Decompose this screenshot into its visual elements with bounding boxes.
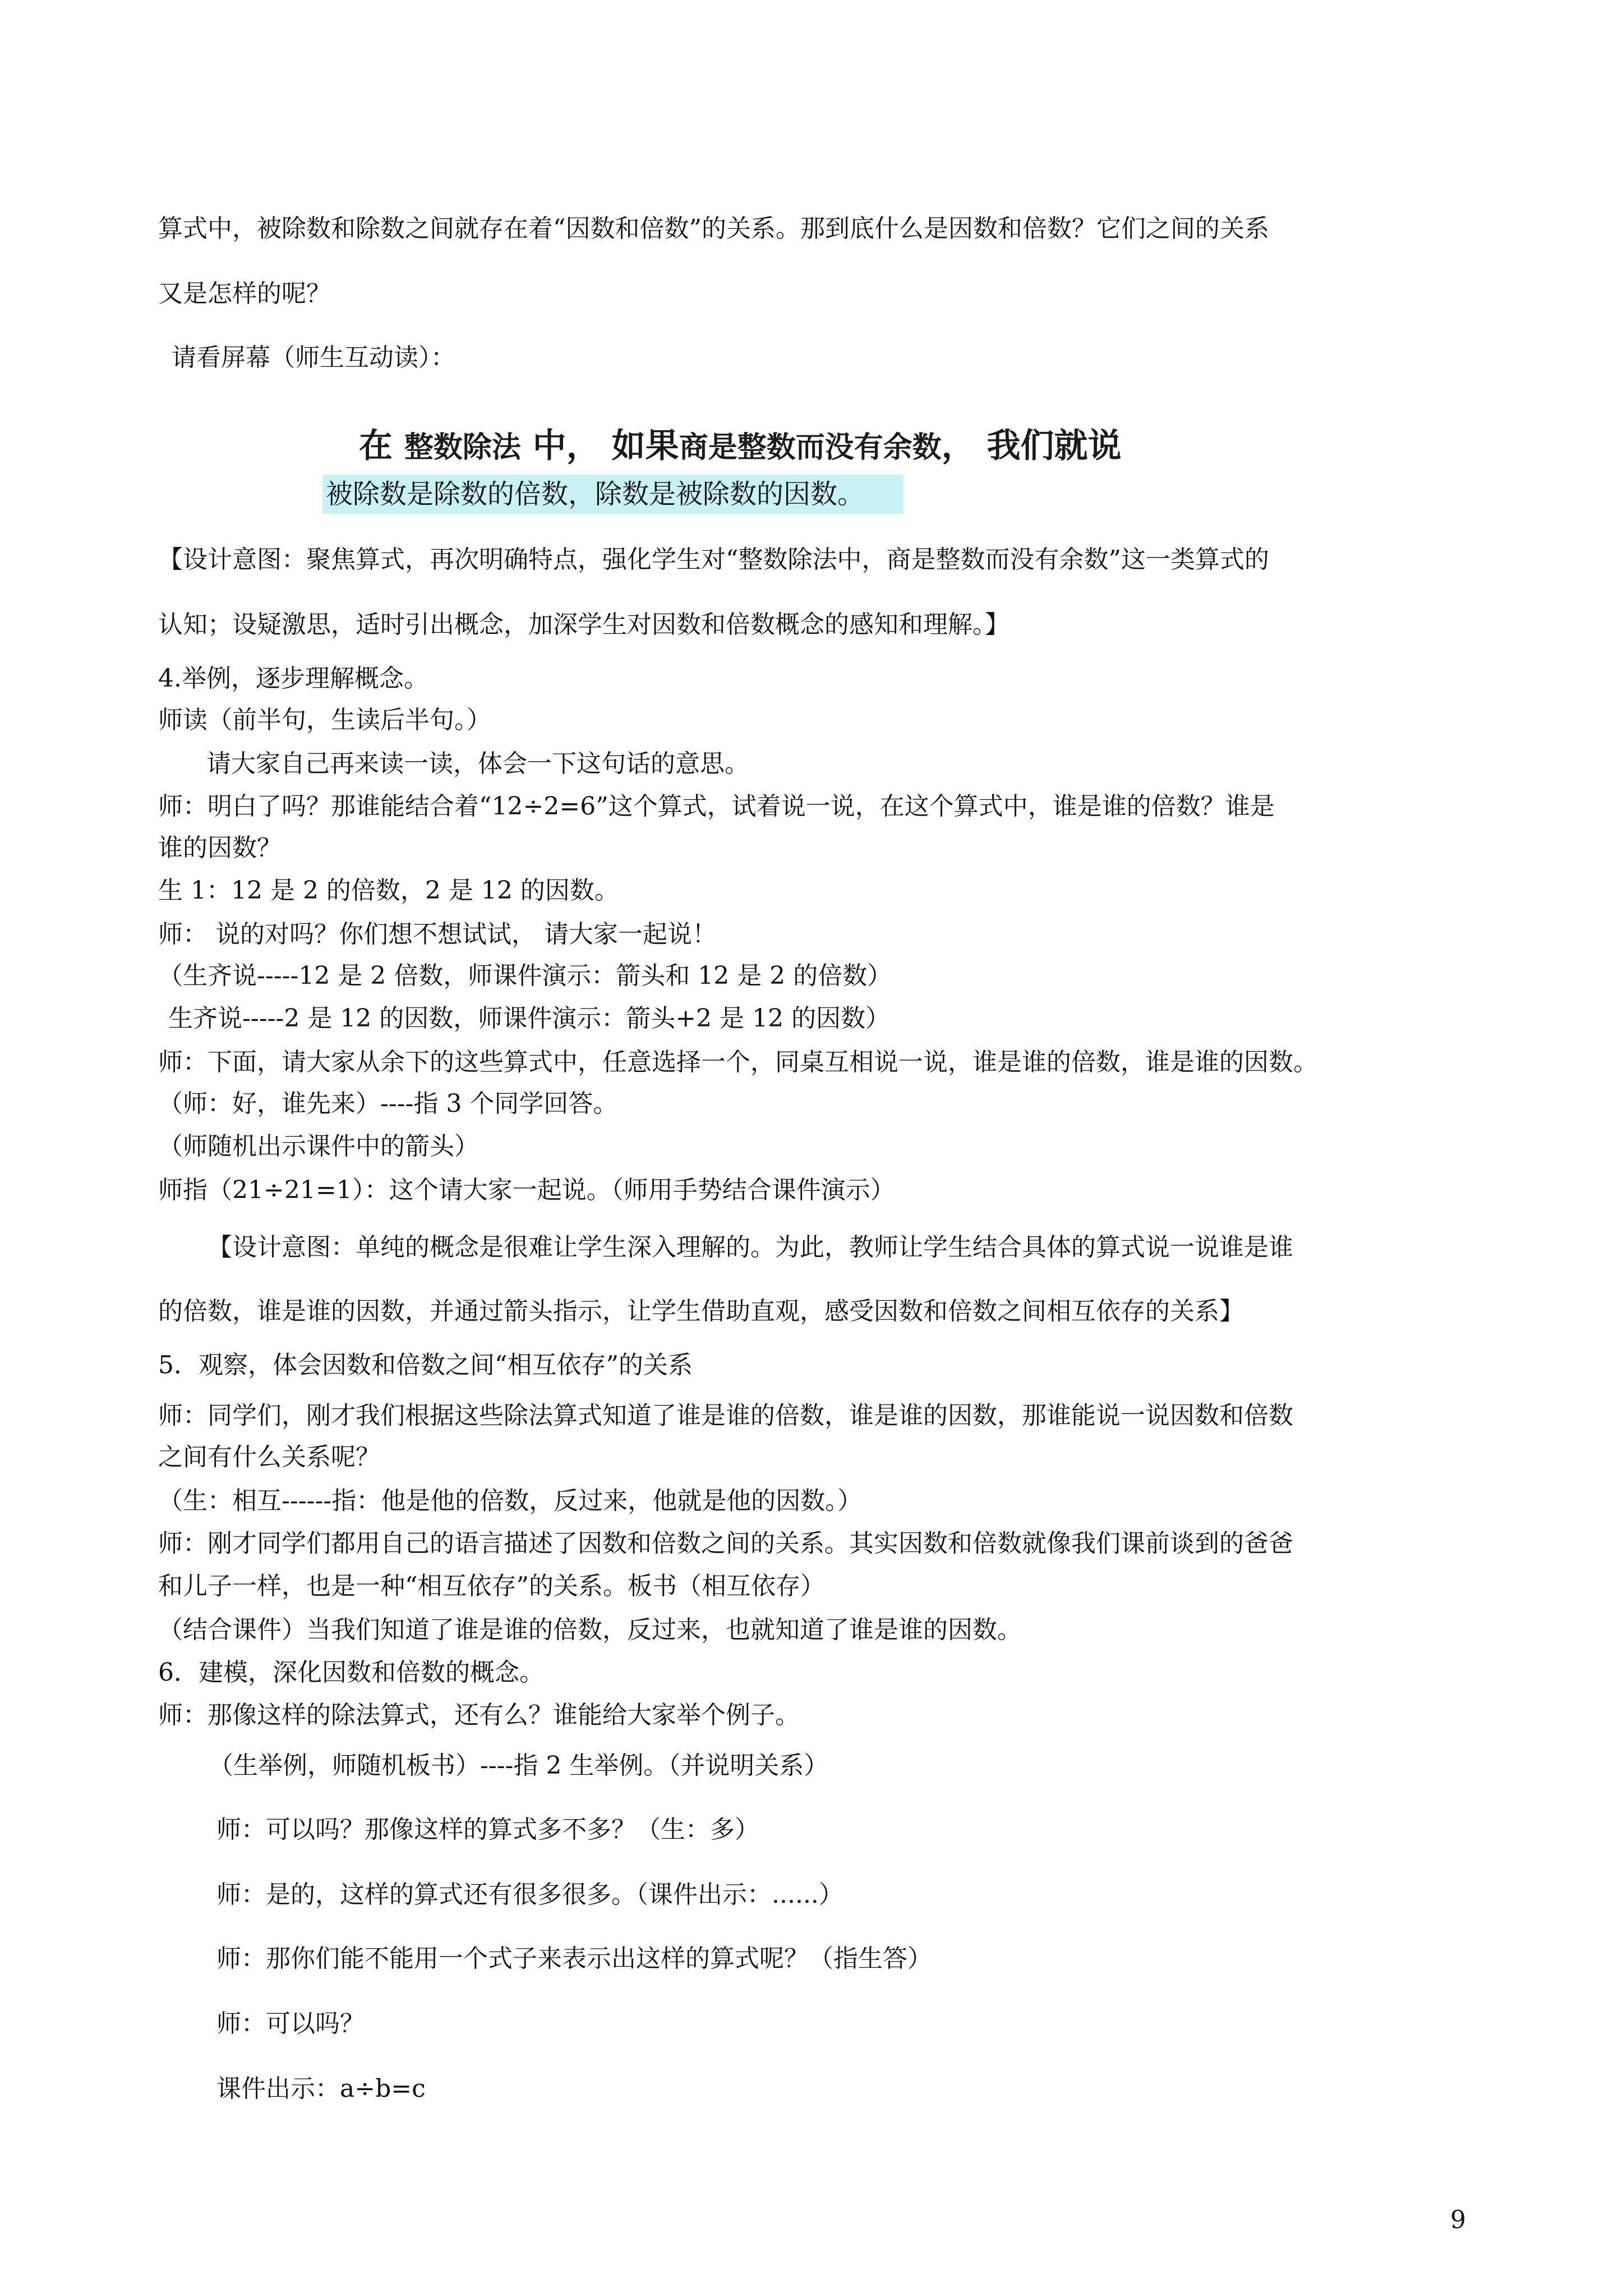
text-line: 课件出示：a÷b=c <box>216 2074 426 2103</box>
text-line: 【设计意图：聚焦算式，再次明确特点，强化学生对“整数除法中，商是整数而没有余数”这一类算式的 <box>158 545 1269 574</box>
text-line: 的倍数，谁是谁的因数，并通过箭头指示，让学生借助直观，感受因数和倍数之间相互依存的关系】 <box>158 1297 1244 1326</box>
text-line: 师：是的，这样的算式还有很多很多。（课件出示：......） <box>216 1880 843 1909</box>
banner-part: 中， 如果 <box>520 426 679 466</box>
text-line: 师：那像这样的除法算式，还有么？谁能给大家举个例子。 <box>158 1701 800 1729</box>
banner-part: 商是整数而没有余数 <box>679 430 942 464</box>
text-line: 师：同学们，刚才我们根据这些除法算式知道了谁是谁的倍数，谁是谁的因数，那谁能说一说因数和倍数 <box>158 1401 1293 1430</box>
text-line: 认知；设疑激思，适时引出概念，加深学生对因数和倍数概念的感知和理解。】 <box>158 610 1009 639</box>
banner-part: ， 我们就说 <box>941 426 1122 466</box>
text-line: 和儿子一样，也是一种“相互依存”的关系。板书（相互依存） <box>158 1572 825 1600</box>
text-line: （生：相互------指：他是他的倍数，反过来，他就是他的因数。） <box>158 1487 863 1515</box>
text-line: 师指（21÷21=1）：这个请大家一起说。（师用手势结合课件演示） <box>158 1176 895 1204</box>
text-line: 师读（前半句，生读后半句。） <box>158 706 491 734</box>
text-line: 师：刚才同学们都用自己的语言描述了因数和倍数之间的关系。其实因数和倍数就像我们课前谈到的爸爸 <box>158 1529 1293 1558</box>
section-heading: 5．观察，体会因数和倍数之间“相互依存”的关系 <box>158 1351 693 1379</box>
text-line: （师随机出示课件中的箭头） <box>158 1132 479 1161</box>
highlighted-definition: 被除数是除数的倍数，除数是被除数的因数。 <box>322 475 903 514</box>
text-line: 师：可以吗？那像这样的算式多不多？（生：多） <box>216 1815 759 1844</box>
text-line: 师：那你们能不能用一个式子来表示出这样的算式呢？（指生答） <box>216 1944 932 1973</box>
text-line: 师：下面，请大家从余下的这些算式中，任意选择一个，同桌互相说一说，谁是谁的倍数，谁是谁的因数。 <box>158 1048 1318 1076</box>
text-line: （生举例，师随机板书）----指 2 生举例。（并说明关系） <box>209 1751 829 1780</box>
text-line: 之间有什么关系呢？ <box>158 1443 380 1471</box>
section-heading: 4.举例，逐步理解概念。 <box>158 664 428 693</box>
text-line: 【设计意图：单纯的概念是很难让学生深入理解的。为此，教师让学生结合具体的算式说一说谁是谁 <box>208 1233 1293 1262</box>
text-line: 师：明白了吗？那谁能结合着“12÷2=6”这个算式，试着说一说，在这个算式中，谁是谁的倍数？谁是 <box>158 792 1275 821</box>
text-line: 生 1：12 是 2 的倍数，2 是 12 的因数。 <box>158 876 619 905</box>
text-line: 谁的因数？ <box>158 834 282 862</box>
text-line: （师：好，谁先来）----指 3 个同学回答。 <box>158 1089 618 1118</box>
text-line: 又是怎样的呢？ <box>158 279 331 308</box>
text-line: 请看屏幕（师生互动读）： <box>172 343 455 372</box>
screen-banner <box>359 424 1122 470</box>
section-heading: 6．建模，深化因数和倍数的概念。 <box>158 1658 544 1687</box>
text-line: 师： 说的对吗？你们想不想试试， 请大家一起说！ <box>158 920 717 949</box>
page-number: 9 <box>1450 2206 1466 2234</box>
banner-part: 整数除法 <box>404 430 521 464</box>
text-line: （生齐说-----12 是 2 倍数，师课件演示：箭头和 12 是 2 的倍数） <box>158 961 892 990</box>
text-line: （结合课件）当我们知道了谁是谁的倍数，反过来，也就知道了谁是谁的因数。 <box>158 1616 1022 1644</box>
banner-part: 在 <box>359 426 404 466</box>
text-line: 算式中，被除数和除数之间就存在着“因数和倍数”的关系。那到底什么是因数和倍数？它们之间的关系 <box>158 214 1269 243</box>
text-line: 师：可以吗？ <box>216 2009 365 2038</box>
text-line: 生齐说-----2 是 12 的因数，师课件演示：箭头+2 是 12 的因数） <box>168 1004 891 1033</box>
text-line: 请大家自己再来读一读，体会一下这句话的意思。 <box>206 749 749 778</box>
